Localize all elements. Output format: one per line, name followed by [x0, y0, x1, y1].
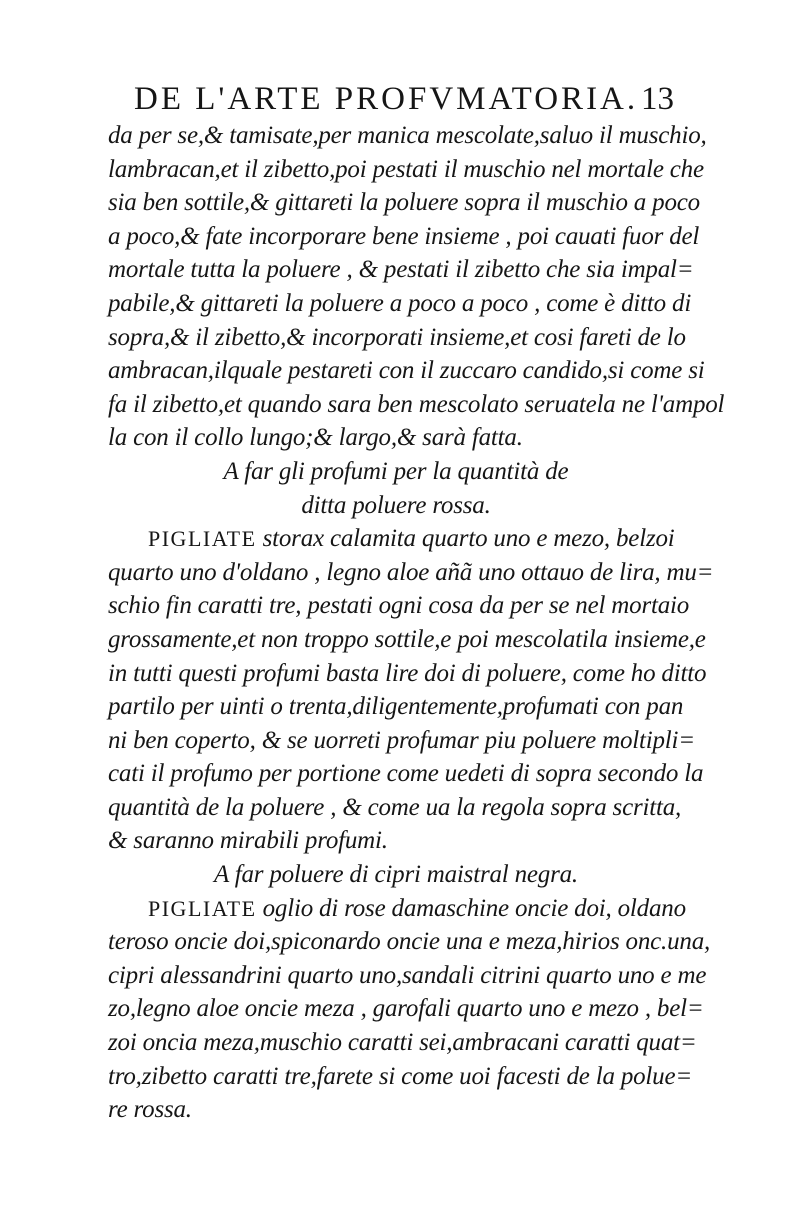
- text-line: pabile,& gittareti la poluere a poco a poco , come è ditto di: [108, 289, 692, 317]
- text-line: quantità de la poluere , & come ua la regola sopra scritta,: [108, 793, 682, 821]
- running-head-title: DE L'ARTE PROFVMATORIA.: [134, 81, 639, 117]
- paragraph-first-line: [108, 522, 708, 556]
- body-text: [108, 119, 725, 1127]
- running-head: [134, 80, 674, 118]
- paragraph-first-line: [108, 892, 708, 926]
- text-line: a poco,& fate incorporare bene insieme , poi cauati fuor del: [108, 222, 700, 250]
- text-line: grossamente,et non troppo sottile,e poi mescolatila insieme,e: [108, 625, 706, 653]
- text-line: sia ben sottile,& gittareti la poluere sopra il muschio a poco: [108, 189, 700, 217]
- section-heading: A far gli profumi per la quantità de: [223, 457, 569, 485]
- section-heading: ditta poluere rossa.: [301, 491, 491, 519]
- text-line: quarto uno d'oldano , legno aloe añã uno ottauo de lira, mu=: [108, 558, 714, 586]
- paragraph-first-line-text: storax calamita quarto uno e mezo, belzoi: [262, 525, 675, 553]
- text-line: la con il collo lungo;& largo,& sarà fatta.: [108, 424, 523, 452]
- text-line: in tutti questi profumi basta lire doi di poluere, come ho ditto: [108, 659, 707, 687]
- text-line: mortale tutta la poluere , & pestati il zibetto che sia impal=: [108, 256, 694, 284]
- text-line: zo,legno aloe oncie meza , garofali quarto uno e mezo , bel=: [108, 995, 704, 1023]
- text-line: lambracan,et il zibetto,poi pestati il muschio nel mortale che: [108, 155, 704, 183]
- text-line: schio fin caratti tre, pestati ogni cosa da per se nel mortaio: [108, 592, 690, 620]
- text-line: da per se,& tamisate,per manica mescolate,saluo il muschio,: [108, 122, 707, 149]
- paragraph-first-line-text: oglio di rose damaschine oncie doi, oldano: [262, 894, 686, 922]
- text-line: ambracan,ilquale pestareti con il zuccaro candido,si come si: [108, 357, 705, 385]
- text-line: tro,zibetto caratti tre,farete si come uoi facesti de la polue=: [108, 1062, 693, 1090]
- text-line: zoi oncia meza,muschio caratti sei,ambracani caratti quat=: [108, 1029, 697, 1057]
- paragraph-lead-word: PIGLIATE: [148, 895, 257, 921]
- paragraph-lead-word: PIGLIATE: [148, 526, 257, 552]
- text-line: & saranno mirabili profumi.: [108, 827, 388, 855]
- text-line: fa il zibetto,et quando sara ben mescolato seruatela ne l'ampol: [108, 390, 725, 418]
- text-line: teroso oncie doi,spiconardo oncie una e meza,hirios onc.una,: [108, 928, 711, 956]
- text-line: cati il profumo per portione come uedeti di sopra secondo la: [108, 760, 704, 788]
- section-heading: A far poluere di cipri maistral negra.: [214, 861, 578, 889]
- text-line: ni ben coperto, & se uorreti profumar piu poluere moltipli=: [108, 726, 695, 754]
- page-number: 13: [641, 81, 674, 117]
- text-line: re rossa.: [108, 1096, 192, 1124]
- text-line: sopra,& il zibetto,& incorporati insieme,et cosi fareti de lo: [108, 323, 686, 351]
- text-line: cipri alessandrini quarto uno,sandali citrini quarto uno e me: [108, 961, 707, 989]
- text-line: partilo per uinti o trenta,diligentemente,profumati con pan: [108, 693, 684, 721]
